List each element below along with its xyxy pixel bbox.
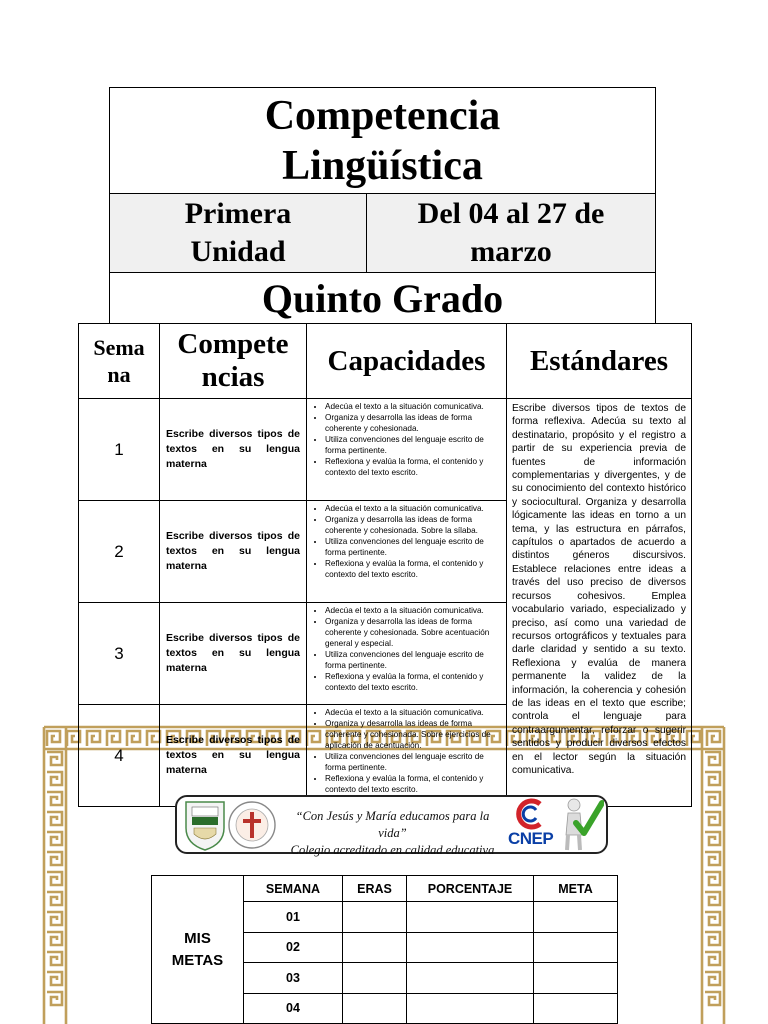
list-item: • Organiza y desarrolla las ideas de forma coherente y cohesionada. Sobre acentuación general y especial. (325, 616, 502, 649)
list-item: • Utiliza convenciones del lenguaje escrito de forma pertinente. (325, 536, 502, 558)
unit-box (109, 193, 367, 273)
competency-text: Escribe diversos tipos de textos en su lengua materna (160, 603, 307, 705)
grade-box (109, 272, 656, 324)
table-header-row (79, 324, 692, 399)
list-item: • Reflexiona y evalúa la forma, el contenido y contexto del texto escrito. (325, 558, 502, 580)
goal-eras-field[interactable] (343, 932, 407, 963)
goals-header-goal: META (534, 876, 618, 902)
unit-label: Primera Unidad (184, 197, 292, 268)
goal-percentage-field[interactable] (407, 902, 534, 933)
capacities-cell (307, 705, 507, 807)
header-week: Sema na (79, 324, 160, 399)
capacities-cell (307, 399, 507, 501)
date-box (366, 193, 656, 273)
capacities-list (307, 401, 506, 478)
week-number: 3 (79, 603, 160, 705)
goal-eras-field[interactable] (343, 902, 407, 933)
week-number: 1 (79, 399, 160, 501)
standards-text: Escribe diversos tipos de textos de forma reflexiva. Adecúa su texto al destinatario, propósito y el registro a partir de su experiencia previa de fuentes de información complementarias y divergentes, y de su conocimiento del contexto histórico y sociocultural. Organiza y desarrolla lógicamente las ideas en torno a un tema, y las estructura en párrafos, capítulos o apartados de acuerdo a distintos géneros discursivos. Establece relaciones entre ideas a través del uso preciso de diversos recursos cohesivos. Emplea vocabulario variado, especializado y preciso, así como una variedad de recursos ortográficos y textuales para darle claridad y sentido a su texto. Reflexiona y evalúa de manera permanente la validez de la información, la coherencia y cohesión de las ideas en el texto que escribe; controla el lenguaje para contraargumentar, reforzar o sugerir sentidos y producir diversos efectos en el lector según la situación comunicativa. (507, 399, 692, 807)
list-item: • Adecúa el texto a la situación comunicativa. (325, 605, 502, 616)
header-competencies: Compete ncias (160, 324, 307, 399)
list-item: • Adecúa el texto a la situación comunicativa. (325, 503, 502, 514)
goal-eras-field[interactable] (343, 993, 407, 1024)
list-item: • Utiliza convenciones del lenguaje escrito de forma pertinente. (325, 751, 502, 773)
goal-week: 04 (244, 993, 343, 1024)
goal-target-field[interactable] (534, 902, 618, 933)
header-capacities: Capacidades (307, 324, 507, 399)
list-item: • Reflexiona y evalúa la forma, el contenido y contexto del texto escrito. (325, 773, 502, 795)
goals-header-eras: ERAS (343, 876, 407, 902)
capacities-list (307, 503, 506, 580)
list-item: • Utiliza convenciones del lenguaje escrito de forma pertinente. (325, 434, 502, 456)
list-item: • Reflexiona y evalúa la forma, el contenido y contexto del texto escrito. (325, 456, 502, 478)
goal-percentage-field[interactable] (407, 993, 534, 1024)
goal-week: 01 (244, 902, 343, 933)
list-item: • Utiliza convenciones del lenguaje escrito de forma pertinente. (325, 649, 502, 671)
school-logos (180, 798, 280, 852)
goal-target-field[interactable] (534, 932, 618, 963)
goals-label: MIS METAS (152, 876, 244, 1024)
capacities-cell (307, 603, 507, 705)
competency-text: Escribe diversos tipos de textos en su lengua materna (160, 705, 307, 807)
goal-week: 02 (244, 932, 343, 963)
goal-percentage-field[interactable] (407, 963, 534, 994)
curriculum-table (78, 323, 692, 807)
capacities-cell (307, 501, 507, 603)
list-item: • Organiza y desarrolla las ideas de forma coherente y cohesionada. Sobre la sílaba. (325, 514, 502, 536)
school-motto: “Con Jesús y María educamos para la vida” Colegio acreditado en calidad educativa (290, 809, 495, 857)
list-item: • Adecúa el texto a la situación comunicativa. (325, 401, 502, 412)
school-crest-icon (186, 802, 224, 850)
goal-percentage-field[interactable] (407, 932, 534, 963)
goal-target-field[interactable] (534, 963, 618, 994)
week-number: 4 (79, 705, 160, 807)
goal-eras-field[interactable] (343, 963, 407, 994)
title-box (109, 87, 656, 194)
header-standards: Estándares (507, 324, 692, 399)
goals-header-row (152, 876, 618, 902)
list-item: • Adecúa el texto a la situación comunicativa. (325, 707, 502, 718)
goal-target-field[interactable] (534, 993, 618, 1024)
grade-label: Quinto Grado (261, 275, 504, 321)
goals-table (151, 875, 618, 1024)
goals-header-week: SEMANA (244, 876, 343, 902)
goal-week: 03 (244, 963, 343, 994)
list-item: • Organiza y desarrolla las ideas de forma coherente y cohesionada. Sobre ejercicios de aplicación de acentuación. (325, 718, 502, 751)
cnep-logo-icon (510, 798, 558, 830)
cross-seal-icon (229, 802, 275, 848)
checkmark-figure-icon (560, 797, 604, 853)
cnep-label: CNEP (508, 829, 554, 848)
capacities-list (307, 707, 506, 795)
date-range: Del 04 al 27 de marzo (417, 197, 605, 268)
goals-header-percentage: PORCENTAJE (407, 876, 534, 902)
list-item: • Reflexiona y evalúa la forma, el contenido y contexto del texto escrito. (325, 671, 502, 693)
capacities-list (307, 605, 506, 693)
table-row (79, 399, 692, 501)
list-item: • Organiza y desarrolla las ideas de forma coherente y cohesionada. (325, 412, 502, 434)
competency-text: Escribe diversos tipos de textos en su lengua materna (160, 399, 307, 501)
competency-text: Escribe diversos tipos de textos en su lengua materna (160, 501, 307, 603)
week-number: 2 (79, 501, 160, 603)
page-title: Competencia Lingüística (264, 92, 501, 189)
